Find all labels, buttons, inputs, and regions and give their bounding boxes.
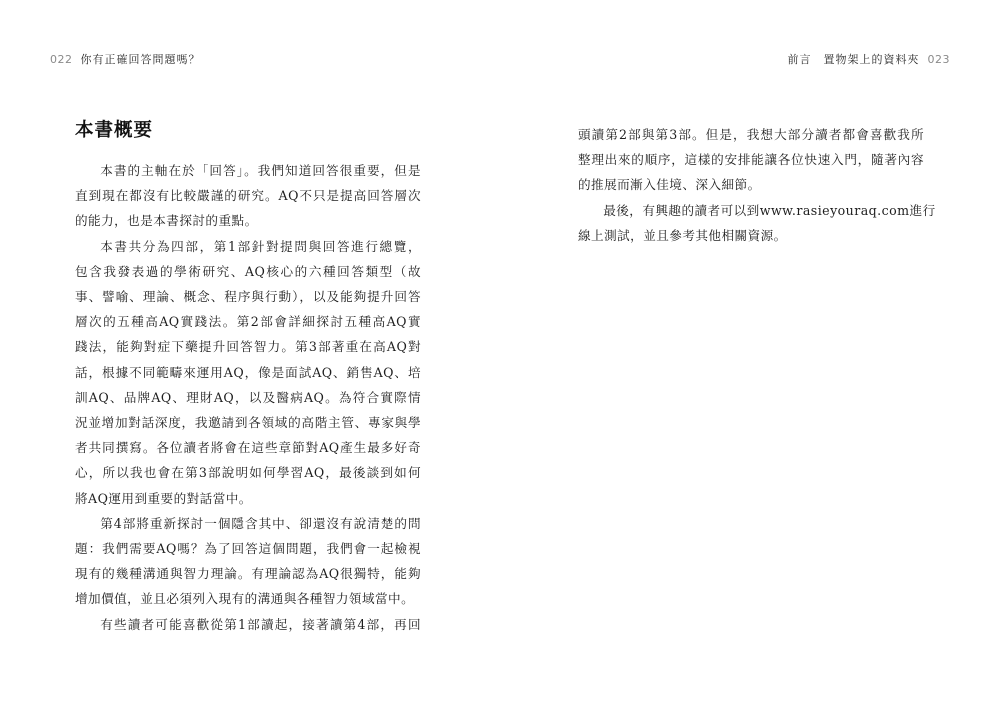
left-running-header: [50, 51, 201, 67]
text-line: 最後，有興趣的讀者可以到www.rasieyouraq.com進行: [603, 202, 936, 218]
right-page-number: 023: [927, 53, 950, 66]
text-line: 訓AQ、品牌AQ、理財AQ，以及醫病AQ。為符合實際情: [75, 389, 421, 405]
text-line: 本書共分為四部，第1部針對提問與回答進行總覽，: [100, 238, 421, 254]
right-running-title: 前言 置物架上的資料夾: [787, 53, 920, 66]
text-line: 整理出來的順序，這樣的安排能讓各位快速入門，隨著內容: [578, 152, 924, 168]
left-page-number: 022: [50, 53, 73, 66]
text-line: 層次的五種高AQ實踐法。第2部會詳細探討五種高AQ實: [75, 314, 421, 330]
text-line: 踐法，能夠對症下藥提升回答智力。第3部著重在高AQ對: [75, 339, 421, 355]
right-running-header: [788, 51, 951, 67]
text-line: 線上測試，並且參考其他相關資源。: [578, 227, 787, 243]
paragraph-part-four: [75, 511, 421, 612]
text-line: 將AQ運用到重要的對話當中。: [75, 490, 252, 506]
paragraph-overview: [75, 158, 421, 234]
left-page: [75, 118, 421, 637]
text-line: 的能力，也是本書探討的重點。: [75, 213, 258, 229]
text-line: 有些讀者可能喜歡從第1部讀起，接著讀第4部，再回: [100, 616, 421, 632]
text-line: 話，根據不同範疇來運用AQ，像是面試AQ、銷售AQ、培: [75, 364, 421, 380]
paragraph-reading-order-continued: [578, 122, 924, 198]
text-line: 本書的主軸在於「回答」。我們知道回答很重要，但是: [100, 163, 421, 178]
text-line: 包含我發表過的學術研究、AQ核心的六種回答類型（故: [75, 263, 421, 279]
text-line: 者共同撰寫。各位讀者將會在這些章節對AQ產生最多好奇: [75, 440, 421, 456]
section-title: 本書概要: [75, 120, 154, 141]
paragraph-structure: [75, 234, 421, 511]
paragraph-reading-order: [75, 612, 421, 637]
text-line: 況並增加對話深度，我邀請到各領域的高階主管、專家與學: [75, 415, 421, 431]
text-line: 增加價值，並且必須列入現有的溝通與各種智力領域當中。: [75, 591, 415, 607]
text-line: 頭讀第2部與第3部。但是，我想大部分讀者都會喜歡我所: [578, 127, 924, 142]
text-line: 第4部將重新探討一個隱含其中、卻還沒有說清楚的問: [100, 515, 421, 531]
text-line: 心，所以我也會在第3部說明如何學習AQ，最後談到如何: [75, 465, 421, 481]
text-line: 現有的幾種溝通與智力理論。有理論認為AQ很獨特，能夠: [75, 566, 421, 582]
text-line: 題：我們需要AQ嗎？為了回答這個問題，我們會一起檢視: [75, 541, 421, 557]
paragraph-online-test: [578, 198, 936, 248]
text-line: 直到現在都沒有比較嚴謹的研究。AQ不只是提高回答層次: [75, 188, 421, 204]
left-running-title: 你有正確回答問題嗎？: [80, 53, 201, 66]
text-line: 的推展而漸入佳境、深入細節。: [578, 177, 761, 193]
right-page: [578, 122, 936, 248]
text-line: 事、譬喻、理論、概念、程序與行動），以及能夠提升回答: [75, 289, 421, 305]
